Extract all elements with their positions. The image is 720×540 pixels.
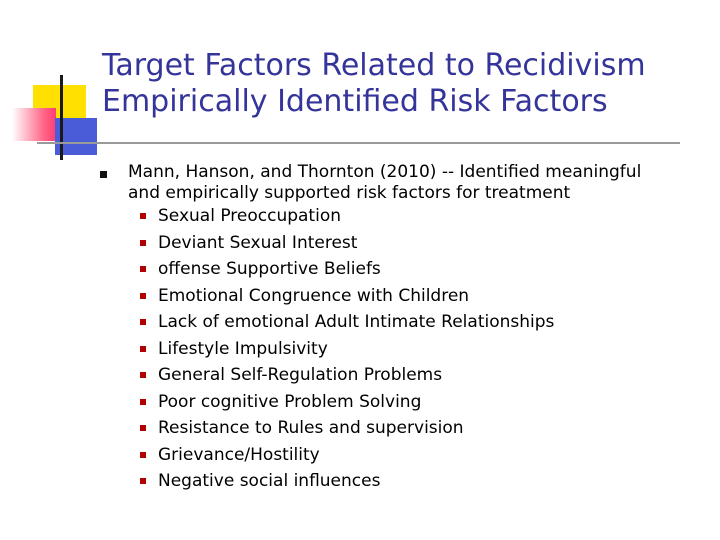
decorative-vertical-line [60, 75, 63, 160]
list-item [128, 468, 698, 495]
list-item-label: Resistance to Rules and supervision [158, 418, 464, 438]
list-item-label: Sexual Preoccupation [158, 206, 341, 226]
list-item-label: Negative social influences [158, 471, 381, 491]
list-item-label: offense Supportive Beliefs [158, 259, 381, 279]
list-item [128, 283, 698, 310]
bullet-square-icon [140, 478, 146, 484]
slide-body [128, 162, 698, 495]
list-item [128, 362, 698, 389]
list-item [128, 415, 698, 442]
list-item [128, 203, 698, 230]
risk-factor-list [128, 203, 698, 495]
list-item [128, 256, 698, 283]
bullet-square-icon [140, 240, 146, 246]
bullet-square-icon [140, 399, 146, 405]
bullet-square-icon [140, 319, 146, 325]
bullet-square-icon [140, 425, 146, 431]
list-item-label: Grievance/Hostility [158, 444, 320, 465]
bullet-square-icon [140, 372, 146, 378]
bullet-square-icon [140, 293, 146, 299]
decorative-pink-square [12, 108, 56, 141]
slide-title-line-1: Target Factors Related to Recidivism [102, 48, 646, 83]
main-bullet-text [128, 162, 698, 204]
list-item-label: Lack of emotional Adult Intimate Relationships [158, 312, 555, 332]
list-item-label: Lifestyle Impulsivity [158, 338, 328, 359]
list-item-label: Emotional Congruence with Children [158, 285, 470, 306]
bullet-square-icon [140, 346, 146, 352]
list-item [128, 230, 698, 257]
list-item [128, 442, 698, 469]
list-item-label: Deviant Sexual Interest [158, 232, 358, 253]
bullet-square-icon [140, 213, 146, 219]
main-bullet-marker [100, 171, 107, 178]
list-item [128, 389, 698, 416]
main-bullet-line-1: Mann, Hanson, and Thornton (2010) -- Identified meaningful [128, 162, 642, 182]
slide-title-line-2: Empirically Identified Risk Factors [102, 84, 608, 119]
title-divider-line [37, 142, 680, 144]
list-item-label: General Self-Regulation Problems [158, 365, 443, 385]
bullet-square-icon [140, 452, 146, 458]
list-item [128, 336, 698, 363]
slide-title [102, 48, 702, 120]
list-item-label: Poor cognitive Problem Solving [158, 391, 422, 412]
list-item [128, 309, 698, 336]
bullet-square-icon [140, 266, 146, 272]
main-bullet-line-2: and empirically supported risk factors for treatment [128, 183, 571, 203]
